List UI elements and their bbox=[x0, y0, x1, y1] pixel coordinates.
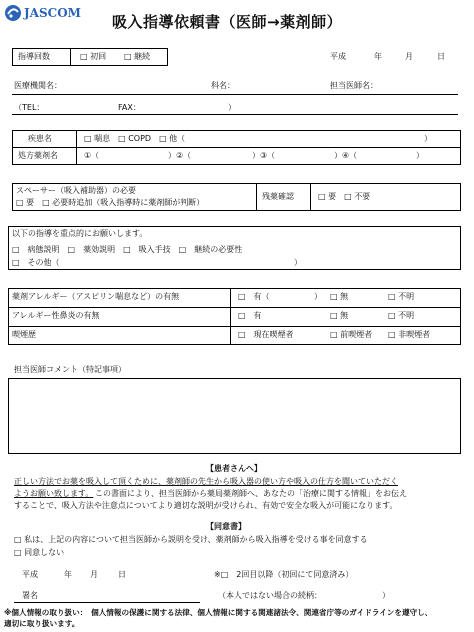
drug-allergy-unknown[interactable]: □ 不明 bbox=[388, 292, 415, 301]
disease-options[interactable]: □ 喘息 □ COPD □ 他（ bbox=[84, 134, 186, 143]
disease-close: ） bbox=[424, 134, 432, 143]
consent-date-era: 平成 bbox=[22, 570, 38, 579]
privacy-note-line1: ※個人情報の取り扱い： 個人情報の保護に関する法律、個人情報に関する関連諸法令、関連省庁等のガイドラインを遵守し、 bbox=[4, 608, 433, 617]
consent-heading: 【同意書】 bbox=[206, 522, 246, 531]
focus-heading: 以下の指導を重点的にお願いします。 bbox=[12, 229, 148, 238]
drug-3[interactable]: ）③（ bbox=[252, 151, 276, 160]
drug-close: ） bbox=[416, 151, 424, 160]
smoking-former[interactable]: □ 前喫煙者 bbox=[330, 330, 373, 339]
residual-options[interactable]: □ 要 □ 不要 bbox=[318, 192, 371, 201]
disease-label: 疾患名 bbox=[28, 134, 52, 143]
patient-text-line2a: ようお願い致します。 bbox=[14, 489, 94, 498]
date-month: 月 bbox=[405, 52, 413, 61]
drug-allergy-label: 薬剤アレルギー（アスピリン喘息など）の有無 bbox=[12, 292, 180, 301]
drugs-label: 処方薬剤名 bbox=[18, 151, 58, 160]
patient-text-line3: することで、吸入方法や注意点についてより適切な説明が受けられ、有効で安全な吸入が可能になります。 bbox=[14, 501, 398, 510]
drug-2[interactable]: ）②（ bbox=[168, 151, 192, 160]
logo-icon bbox=[4, 4, 22, 22]
first-visit-checkbox[interactable]: □ 初回 bbox=[80, 52, 107, 61]
date-year: 年 bbox=[374, 52, 382, 61]
comment-box[interactable] bbox=[8, 378, 461, 454]
date-day: 日 bbox=[437, 52, 445, 61]
second-time-checkbox[interactable]: ※□ 2回目以降（初回にて同意済み） bbox=[214, 570, 354, 579]
rhinitis-label: アレルギー性鼻炎の有無 bbox=[12, 311, 100, 320]
tel-label: （TEL： bbox=[14, 103, 45, 112]
patient-text-line2b: この書面により、担当医師から薬局薬剤師へ、あなたの「治療に関する情報」をお伝え bbox=[95, 489, 407, 498]
page-title: 吸入指導依頼書（医師→薬剤師） bbox=[112, 13, 343, 31]
residual-label: 残薬確認 bbox=[262, 192, 294, 201]
drug-allergy-yes[interactable]: □ 有（ bbox=[238, 292, 270, 301]
physician-label: 担当医師名： bbox=[330, 81, 378, 90]
logo-text: JASCOM bbox=[24, 6, 81, 20]
spacer-need-label: スペーサー（吸入補助器）の必要 bbox=[16, 186, 136, 195]
relation-close: ） bbox=[382, 591, 390, 600]
consent-agree-checkbox[interactable]: □ 私は、上記の内容について担当医師から説明を受け、薬剤師から吸入指導を受ける事を同意する bbox=[14, 535, 368, 544]
privacy-note-line2: 適切に取り扱います。 bbox=[4, 619, 80, 628]
institution-label: 医療機関名： bbox=[14, 81, 62, 90]
patient-text-line1: 正しい方法でお薬を吸入して頂くために、薬剤師の先生から吸入器の使い方や吸入の仕方を聞いていただく bbox=[14, 477, 398, 486]
drug-1[interactable]: ①（ bbox=[84, 151, 100, 160]
drug-allergy-yes-close: ） bbox=[314, 292, 322, 301]
consent-date-year: 年 bbox=[64, 570, 72, 579]
smoking-label: 喫煙歴 bbox=[12, 330, 36, 339]
consent-date-day: 日 bbox=[118, 570, 126, 579]
signature-line[interactable] bbox=[14, 602, 200, 603]
info-close: ） bbox=[228, 103, 236, 112]
drug-4[interactable]: ）④（ bbox=[334, 151, 358, 160]
rhinitis-no[interactable]: □ 無 bbox=[330, 311, 349, 320]
date-era: 平成 bbox=[330, 52, 346, 61]
consent-disagree-checkbox[interactable]: □ 同意しない bbox=[14, 548, 65, 557]
rhinitis-unknown[interactable]: □ 不明 bbox=[388, 311, 415, 320]
comment-label: 担当医師コメント（特記事項） bbox=[14, 365, 126, 374]
spacer-options[interactable]: □ 要 □ 必要時追加（吸入指導時に薬剤師が判断） bbox=[16, 198, 205, 207]
logo bbox=[4, 4, 90, 24]
smoking-never[interactable]: □ 非喫煙者 bbox=[388, 330, 431, 339]
continuation-checkbox[interactable]: □ 継続 bbox=[124, 52, 151, 61]
focus-options[interactable]: □ 病態説明 □ 薬効説明 □ 吸入手技 □ 継続の必要性 bbox=[12, 245, 243, 254]
relation-label: （本人ではない場合の続柄： bbox=[218, 591, 322, 600]
patient-heading: 【患者さんへ】 bbox=[206, 464, 262, 473]
fax-label: FAX： bbox=[118, 103, 141, 112]
drug-allergy-no[interactable]: □ 無 bbox=[330, 292, 349, 301]
consent-date-month: 月 bbox=[90, 570, 98, 579]
focus-close: ） bbox=[294, 258, 302, 267]
guidance-count-label: 指導回数 bbox=[18, 52, 50, 61]
focus-other[interactable]: □ その他（ bbox=[12, 258, 60, 267]
department-label: 科名： bbox=[211, 81, 235, 90]
signature-label: 署名 bbox=[22, 591, 38, 600]
smoking-current[interactable]: □ 現在喫煙者 bbox=[238, 330, 294, 339]
rhinitis-yes[interactable]: □ 有 bbox=[238, 311, 262, 320]
